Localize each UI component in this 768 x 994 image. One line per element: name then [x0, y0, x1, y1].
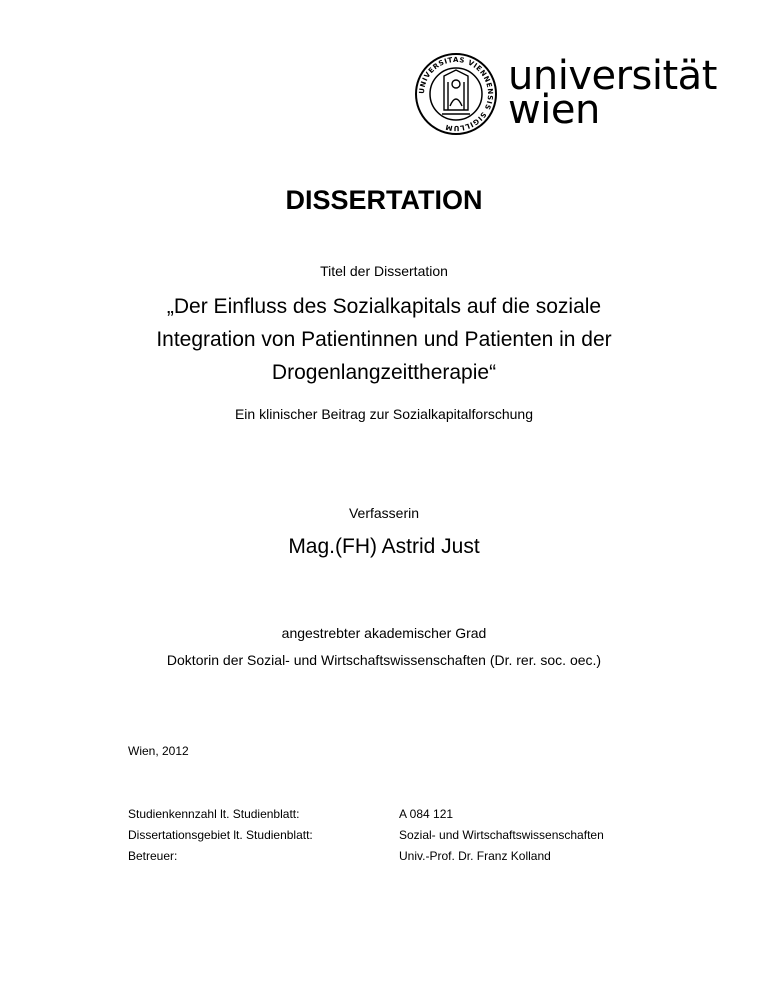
author-name: Mag.(FH) Astrid Just [288, 535, 480, 558]
place-date: Wien, 2012 [128, 744, 189, 758]
dissertation-title-line: „Der Einfluss des Sozialkapitals auf die soziale [166, 295, 602, 318]
document-type-heading: DISSERTATION [285, 185, 483, 215]
logo-text-universitaet: universität [508, 53, 717, 99]
degree-value: Doktorin der Sozial- und Wirtschaftswissenschaften (Dr. rer. soc. oec.) [166, 652, 602, 668]
info-row-study-code [128, 806, 688, 824]
dissertation-title-line: Integration von Patientinnen und Patienten in der [156, 328, 612, 351]
title-label: Titel der Dissertation [320, 263, 448, 279]
dissertation-title-line: Drogenlangzeittherapie“ [271, 361, 497, 384]
university-logo [414, 52, 717, 136]
info-label: Studienkennzahl lt. Studienblatt: [128, 807, 300, 821]
info-label: Betreuer: [128, 849, 178, 863]
info-label: Dissertationsgebiet lt. Studienblatt: [128, 828, 313, 842]
info-value: A 084 121 [399, 807, 454, 821]
dissertation-subtitle: Ein klinischer Beitrag zur Sozialkapitalforschung [234, 406, 534, 422]
info-value: Sozial- und Wirtschaftswissenschaften [399, 828, 604, 842]
info-row-field [128, 827, 688, 845]
university-seal-icon [414, 52, 498, 136]
dissertation-title [0, 290, 768, 389]
degree-label: angestrebter akademischer Grad [281, 625, 487, 641]
info-value: Univ.-Prof. Dr. Franz Kolland [399, 849, 551, 863]
info-row-supervisor [128, 848, 688, 866]
seal-text: UNIVERSITAS VIENNENSIS SIGILLUM [417, 55, 495, 133]
author-label: Verfasserin [348, 505, 420, 521]
logo-text-wien: wien [508, 87, 600, 133]
